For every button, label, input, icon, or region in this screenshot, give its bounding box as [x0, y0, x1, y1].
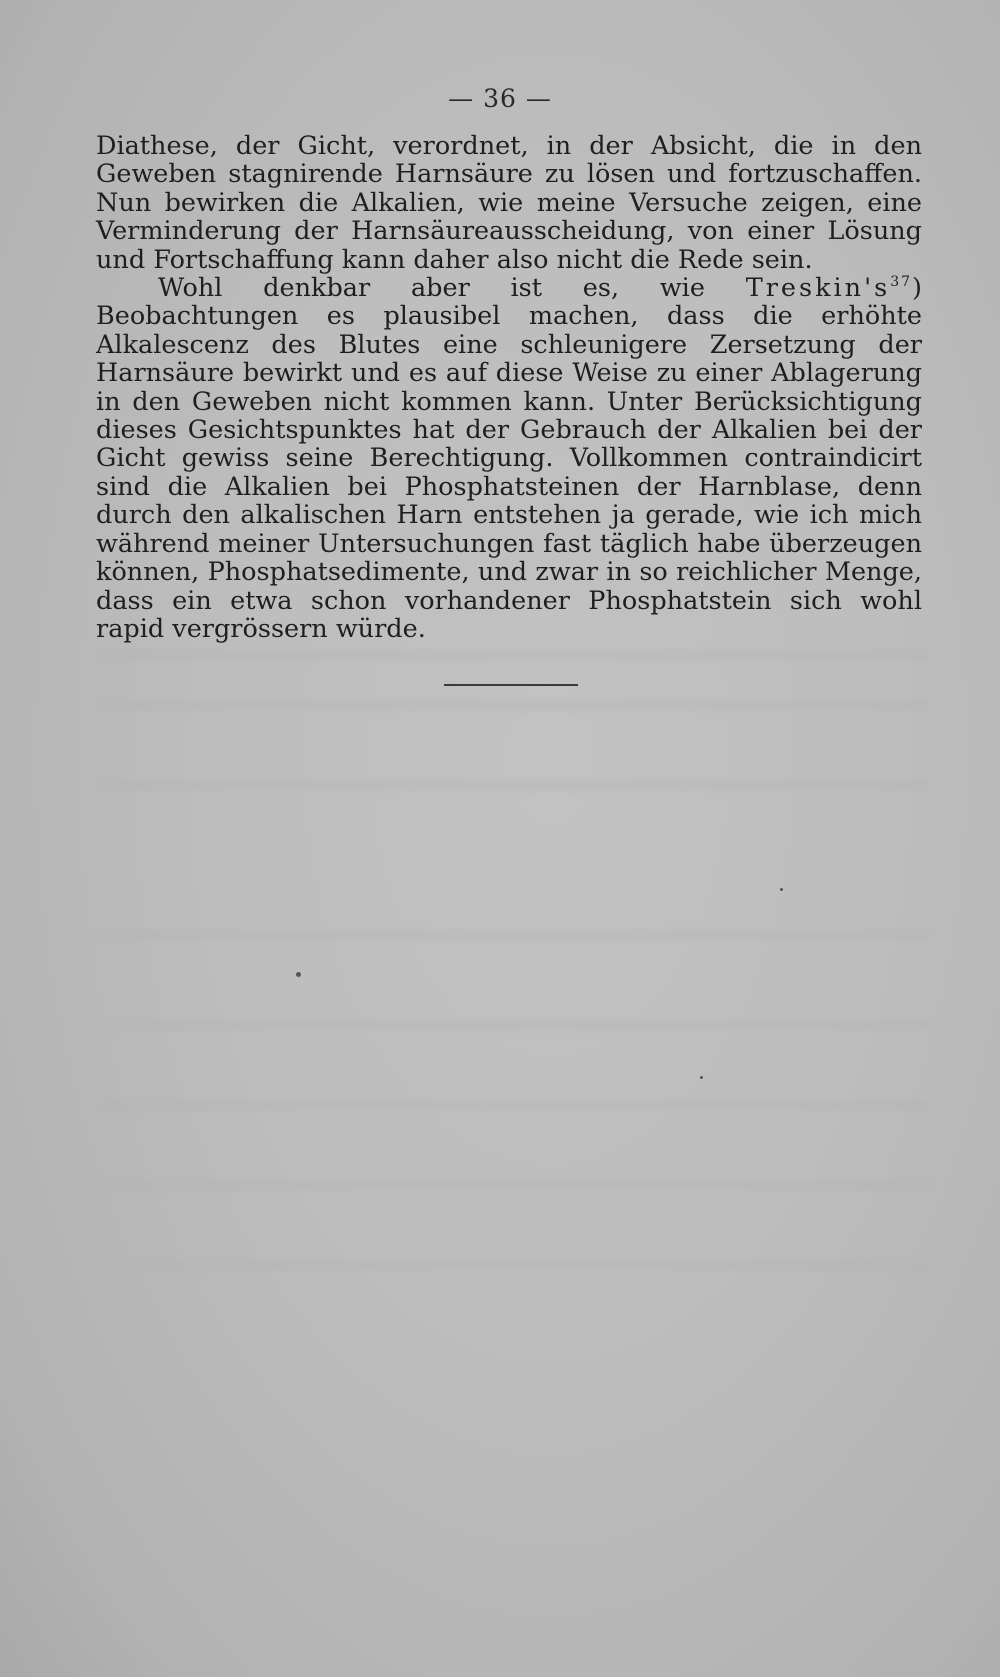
- body-text: [96, 132, 922, 643]
- paragraph-2-rest: ) Beobachtungen es plausibel machen, dass die erhöhte Alkalescenz des Blutes eine schleunigere Zersetzung der Harnsäure bewirkt und es auf diese Weise zu einer Ablagerung in den Geweben nicht kommen kann. Unter Berücksichtigung dieses Gesichtspunktes hat der Gebrauch der Alkalien bei der Gicht gewiss seine Berechtigung. Vollkommen contraindicirt sind die Alkalien bei Phosphatsteinen der Harnblase, denn durch den alkalischen Harn entstehen ja gerade, wie ich mich während meiner Untersuchungen fast täglich habe überzeugen können, Phosphatsedimente, und zwar in so reichlicher Menge, dass ein etwa schon vorhandener Phosphatstein sich wohl rapid vergrössern würde.: [96, 273, 922, 644]
- paragraph-1: Diathese, der Gicht, verordnet, in der Absicht, die in den Geweben stagnirende Harnsäure zu lösen und fortzuschaffen. Nun bewirken die Alkalien, wie meine Versuche zeigen, eine Verminderung der Harnsäureausscheidung, von einer Lösung und Fortschaffung kann daher also nicht die Rede sein.: [96, 131, 922, 275]
- ink-speck: [780, 888, 783, 891]
- page-number: — 36 —: [448, 84, 552, 113]
- paragraph-2: [96, 274, 922, 643]
- ink-speck: [296, 972, 301, 977]
- ink-speck: [700, 1076, 703, 1079]
- paragraph-2-lead: Wohl denkbar aber ist es, wie: [158, 273, 705, 304]
- author-name: Treskin's: [745, 273, 891, 304]
- end-rule: [444, 684, 578, 686]
- footnote-reference: 37: [890, 274, 913, 291]
